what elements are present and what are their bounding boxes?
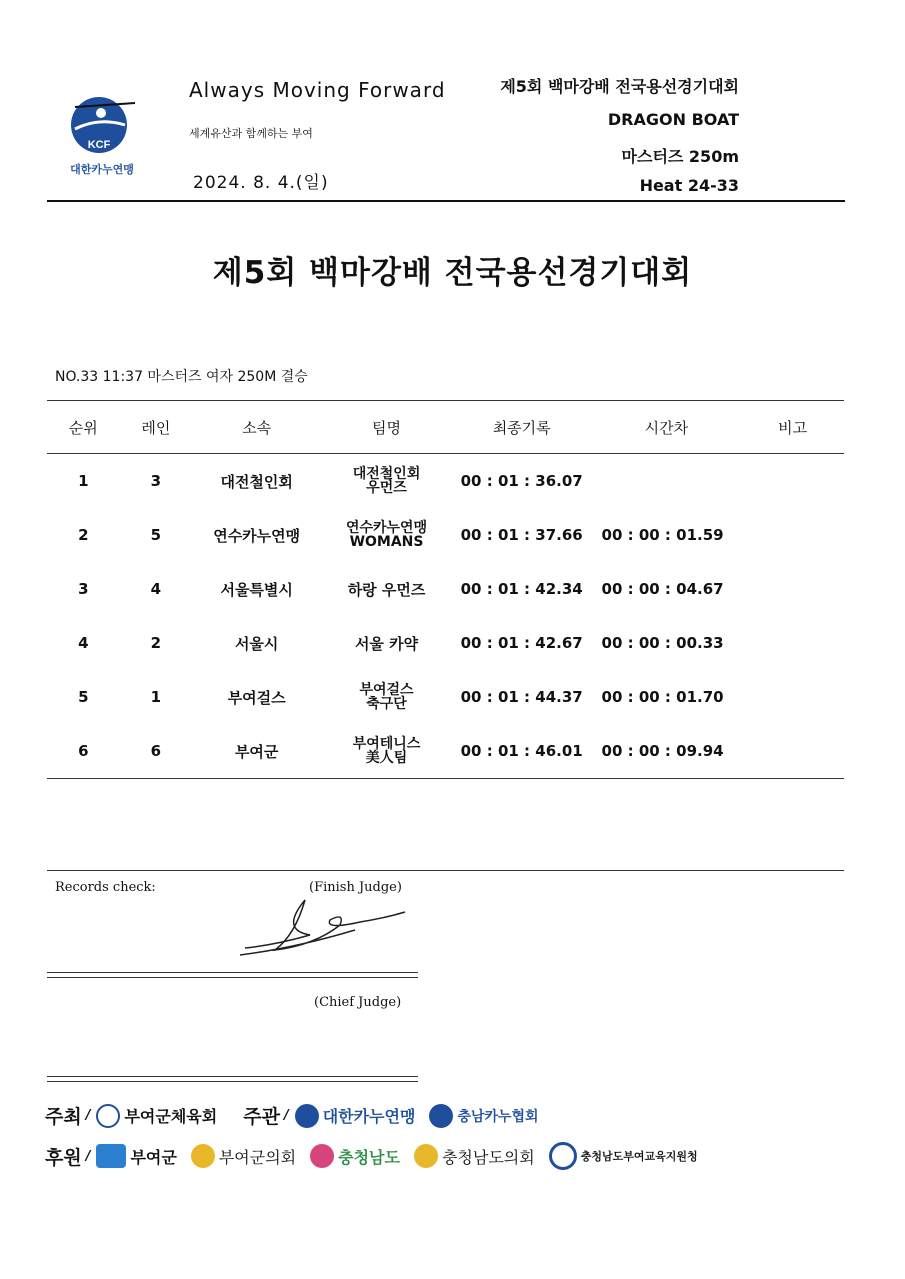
header-event-type: DRAGON BOAT	[607, 110, 739, 129]
sponsor-org-2	[191, 1144, 296, 1168]
kcf-icon	[295, 1104, 319, 1128]
team-line-1: 연수카누연맹	[345, 519, 428, 536]
lane-cell: 1	[150, 688, 162, 706]
kcf-logo	[55, 95, 155, 180]
chungnam-icon	[310, 1144, 334, 1168]
header-event-title: 제5회 백마강배 전국용선경기대회	[500, 77, 739, 96]
finish-judge-label: (Finish Judge)	[309, 880, 402, 895]
club-cell: 부여군	[192, 724, 321, 779]
sponsor-name-5: 충청남도부여교육지원청	[580, 1150, 698, 1163]
organizer-name-2: 충남카누협회	[457, 1108, 539, 1125]
gap-cell: 00 : 00 : 01.70	[601, 688, 724, 706]
council-emblem-icon	[414, 1144, 438, 1168]
team-cell	[321, 454, 452, 509]
chief-judge-label: (Chief Judge)	[314, 995, 402, 1010]
table-row	[47, 670, 844, 724]
sponsor-name-1: 부여군	[130, 1147, 177, 1167]
club-cell: 서울특별시	[220, 580, 293, 599]
race-info: NO.33 11:37 마스터즈 여자 250M 결승	[55, 369, 308, 385]
rank-cell: 6	[47, 724, 120, 779]
team-line-2: 우먼즈	[366, 479, 407, 496]
slash-glyph: /	[283, 1108, 289, 1123]
organizer-name-1: 대한카누연맹	[322, 1107, 416, 1126]
col-lane: 레인	[120, 401, 193, 454]
team-line-2: WOMANS	[349, 533, 424, 550]
time-cell: 00 : 01 : 42.67	[460, 634, 583, 652]
gap-cell: 00 : 00 : 01.59	[601, 526, 724, 544]
host-label: 주최	[45, 1106, 82, 1128]
main-title: 제5회 백마강배 전국용선경기대회	[212, 255, 693, 291]
club-cell: 서울시	[234, 634, 279, 653]
rank-cell: 4	[78, 634, 89, 652]
organizer-org-1	[295, 1104, 416, 1128]
time-cell: 00 : 01 : 44.37	[460, 688, 583, 706]
rank-cell: 5	[78, 688, 89, 706]
lane-cell: 3	[150, 472, 162, 490]
judge-signature	[235, 890, 415, 965]
col-final-time: 최종기록	[452, 401, 592, 454]
slash-glyph: /	[85, 1108, 91, 1123]
header-class: 마스터즈 250m	[621, 147, 739, 166]
records-check-label: Records check:	[55, 880, 156, 895]
sponsor-org-5	[549, 1142, 698, 1170]
organizer-label: 주관	[243, 1106, 280, 1128]
team-cell	[321, 724, 452, 779]
team-line-2: 美人팀	[365, 749, 408, 766]
sponsor-name-3: 충청남도	[338, 1147, 400, 1167]
lane-cell: 6	[120, 724, 193, 779]
time-cell: 00 : 01 : 37.66	[460, 526, 583, 544]
table-header-row	[47, 401, 844, 454]
note-cell	[741, 508, 844, 562]
col-note: 비고	[741, 401, 844, 454]
col-team: 팀명	[321, 401, 452, 454]
buyeo-county-icon	[96, 1144, 126, 1168]
table-row	[47, 454, 844, 509]
signature-line-chief	[47, 1076, 418, 1082]
logo-text: KCF	[87, 139, 111, 151]
col-club: 소속	[192, 401, 321, 454]
note-cell	[741, 454, 844, 509]
footer-host-row	[45, 1102, 553, 1129]
canoe-association-icon	[429, 1104, 453, 1128]
sponsor-org-1	[96, 1144, 176, 1168]
table-row	[47, 562, 844, 616]
table-row	[47, 508, 844, 562]
team-cell: 하랑 우먼즈	[347, 580, 426, 599]
note-cell	[741, 670, 844, 724]
lane-cell: 5	[150, 526, 162, 544]
sponsor-org-4	[414, 1144, 535, 1168]
time-cell: 00 : 01 : 46.01	[452, 724, 592, 779]
sponsor-org-3	[310, 1144, 400, 1168]
footer-sponsor-row	[45, 1142, 698, 1170]
team-cell	[321, 508, 452, 562]
col-gap: 시간차	[592, 401, 742, 454]
council-emblem-icon	[191, 1144, 215, 1168]
team-line-1: 부여걸스	[359, 681, 414, 698]
note-cell	[741, 562, 844, 616]
table-row	[47, 724, 844, 779]
header-heat: Heat 24-33	[639, 176, 739, 195]
slogan-sub: 세계유산과 함께하는 부여	[189, 127, 313, 140]
gap-cell: 00 : 00 : 04.67	[601, 580, 724, 598]
rank-cell: 2	[78, 526, 89, 544]
team-cell: 서울 카약	[354, 634, 419, 653]
header-divider	[47, 200, 845, 202]
host-name: 부여군체육회	[124, 1107, 218, 1126]
sports-council-icon	[96, 1104, 120, 1128]
club-cell: 대전철인회	[220, 472, 293, 491]
team-line-1: 부여테니스	[352, 735, 421, 752]
sponsor-name-2: 부여군의회	[218, 1147, 297, 1167]
gap-cell: 00 : 00 : 00.33	[601, 634, 724, 652]
club-cell: 연수카누연맹	[213, 526, 301, 545]
gap-cell: 00 : 00 : 09.94	[592, 724, 742, 779]
time-cell: 00 : 01 : 42.34	[460, 580, 583, 598]
organizer-org-2	[429, 1104, 538, 1128]
host-org	[96, 1104, 217, 1128]
judge-divider	[47, 870, 844, 871]
header-date: 2024. 8. 4.(일)	[193, 173, 329, 193]
note-cell	[741, 724, 844, 779]
lane-cell: 2	[150, 634, 162, 652]
education-office-icon	[549, 1142, 577, 1170]
team-cell	[321, 670, 452, 724]
club-cell: 부여걸스	[227, 688, 286, 707]
team-line-1: 대전철인회	[352, 465, 421, 482]
time-cell: 00 : 01 : 36.07	[460, 472, 583, 490]
team-line-2: 축구단	[366, 695, 407, 712]
gap-cell	[592, 454, 742, 509]
slogan: Always Moving Forward	[189, 78, 446, 102]
rank-cell: 1	[78, 472, 89, 490]
table-row	[47, 616, 844, 670]
slash-glyph: /	[85, 1148, 91, 1164]
lane-cell: 4	[150, 580, 162, 598]
results-table	[47, 400, 844, 779]
rank-cell: 3	[78, 580, 89, 598]
sponsor-name-4: 충청남도의회	[441, 1147, 535, 1167]
sponsor-label: 후원	[45, 1146, 82, 1169]
logo-org: 대한카누연맹	[70, 163, 134, 176]
signature-line-finish	[47, 972, 418, 978]
note-cell	[741, 616, 844, 670]
col-rank: 순위	[47, 401, 120, 454]
